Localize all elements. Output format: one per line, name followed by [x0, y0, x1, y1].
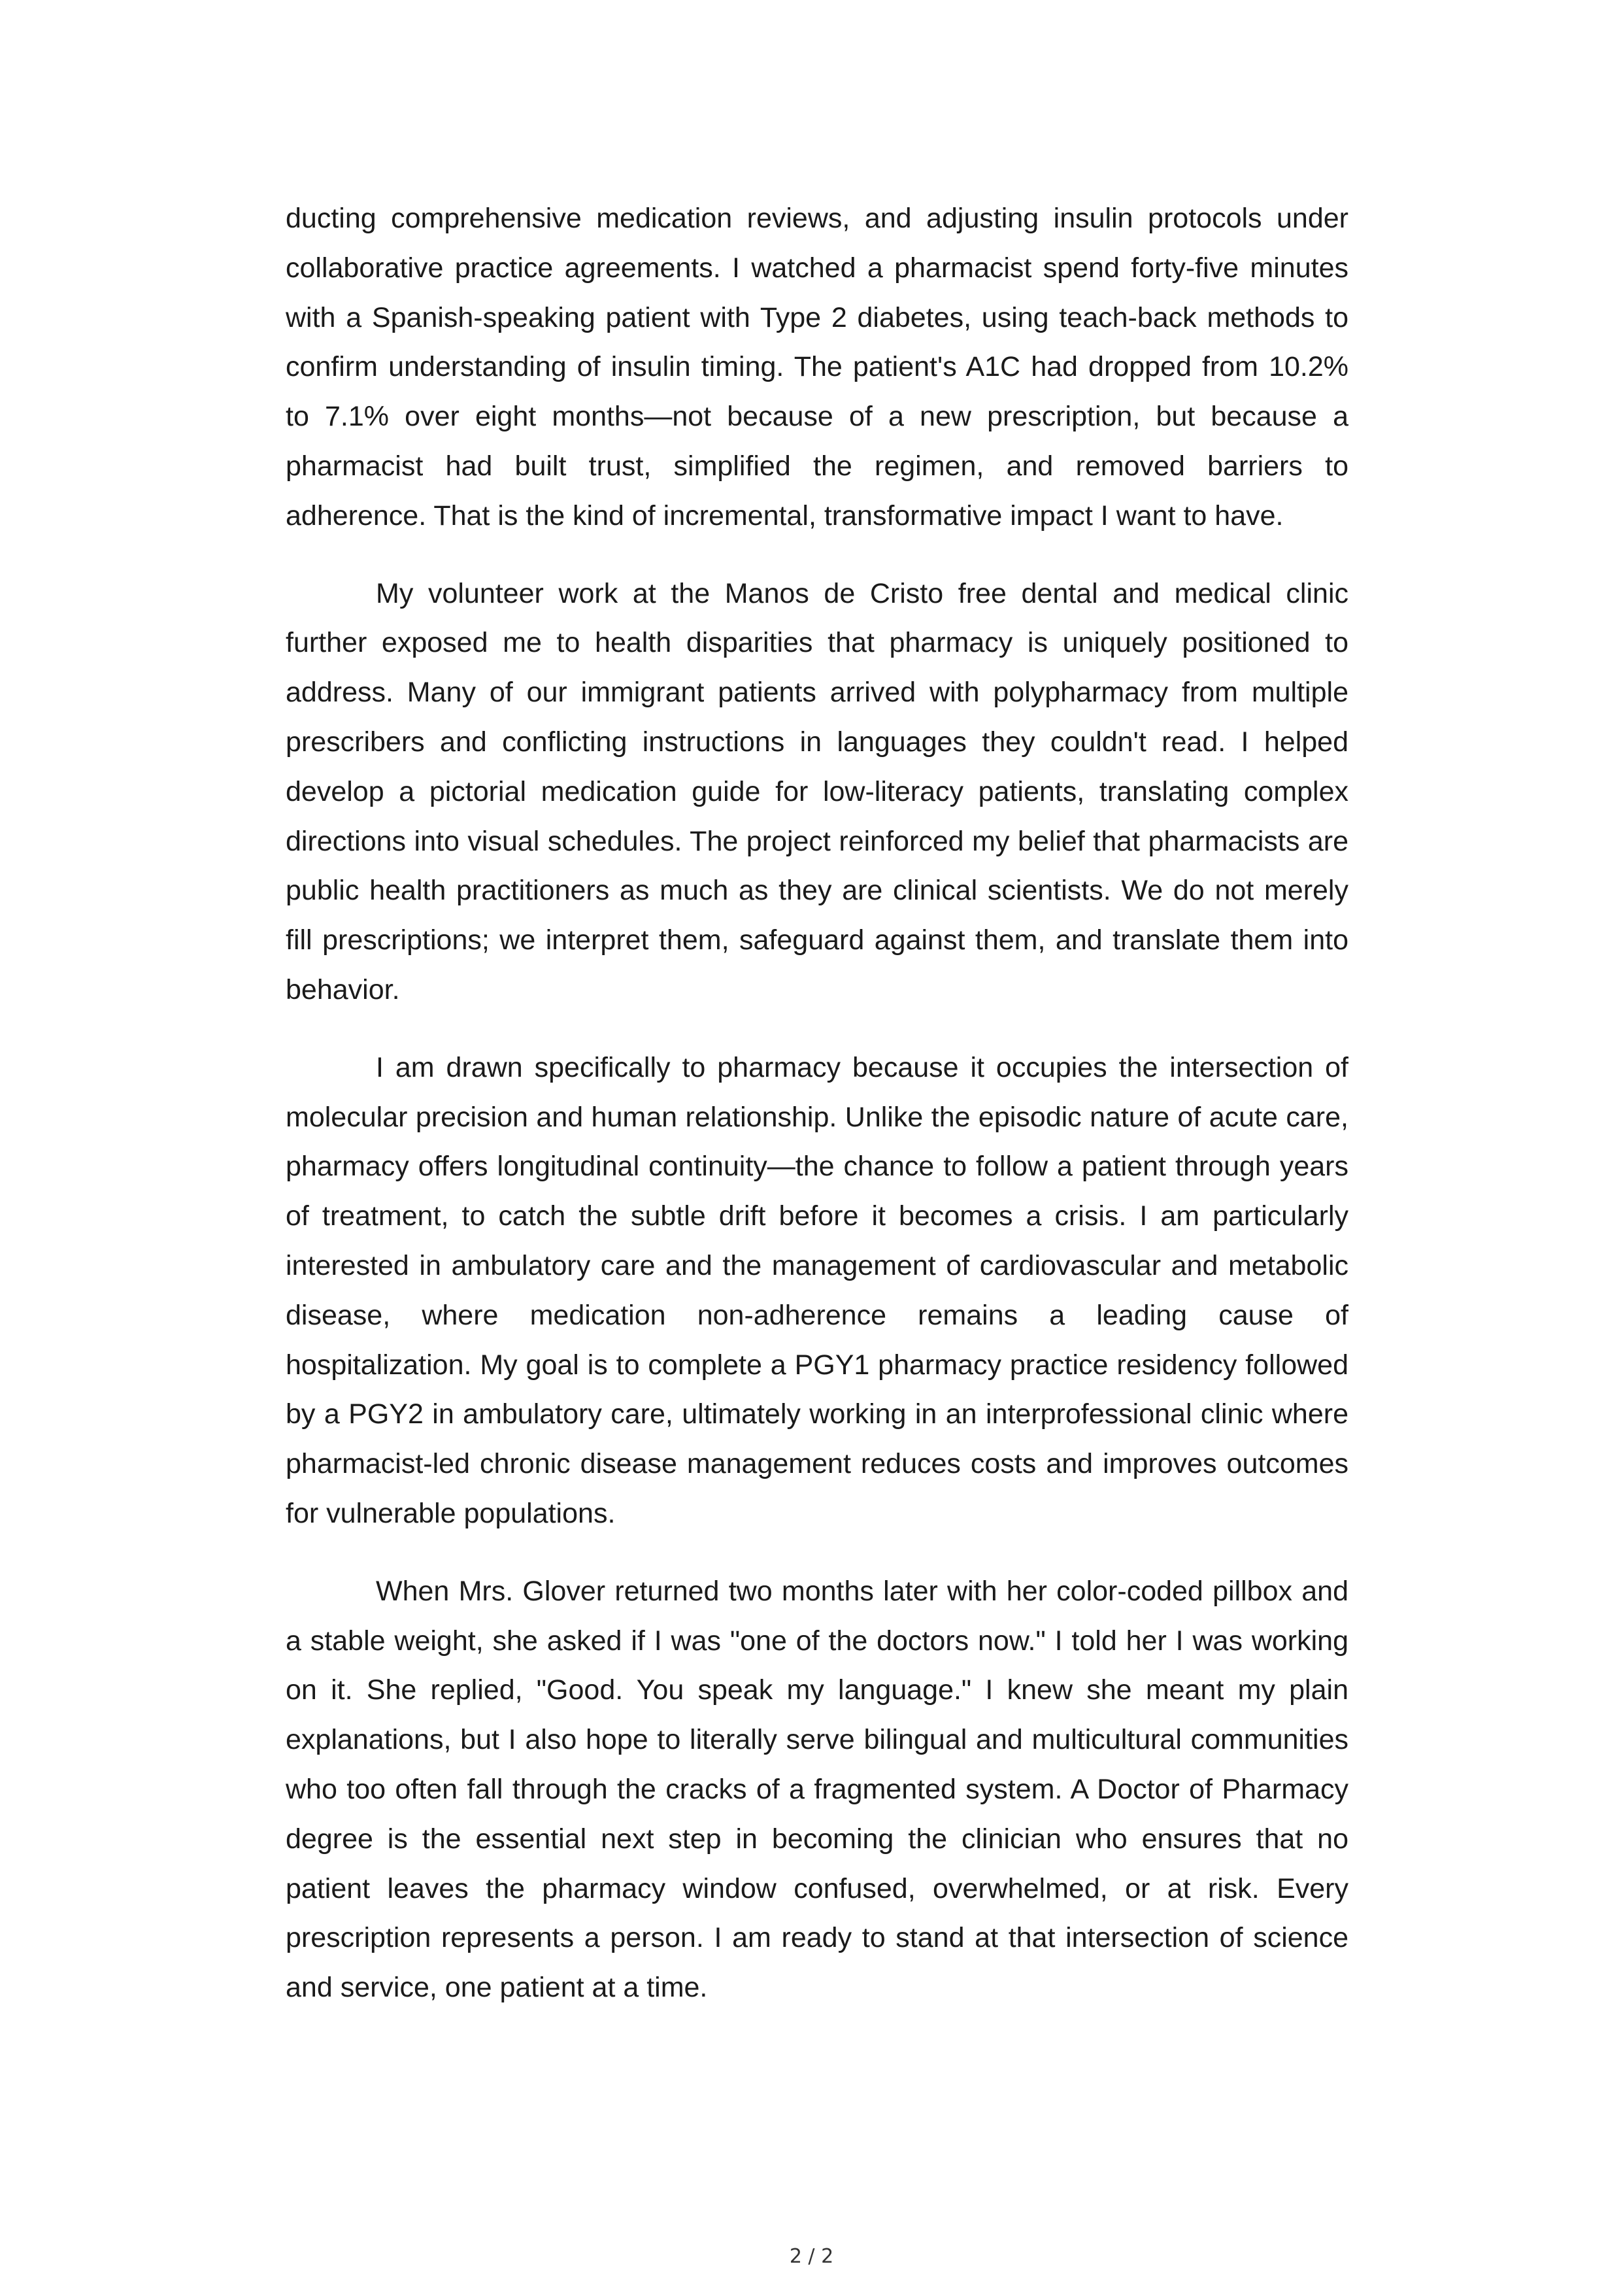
- paragraph-career-goals: I am drawn specifically to pharmacy because it occupies the intersection of molecular precision and human relationship. Unlike the episodic nature of acute care, pharmacy offers longitudinal continuity—the chance to follow a patient through years of treatment, to catch the subtle drift before it becomes a crisis. I am particularly interested in ambulatory care and the management of cardiovascular and metabolic disease, where medication non-adherence remains a leading cause of hospitalization. My goal is to complete a PGY1 pharmacy practice residency followed by a PGY2 in ambulatory care, ultimately working in an interprofessional clinic where pharmacist-led chronic disease management reduces costs and improves outcomes for vulnerable populations.: [286, 1051, 1348, 1529]
- page-number: 2 / 2: [789, 2245, 834, 2268]
- paragraph-conclusion: When Mrs. Glover returned two months later with her color-coded pillbox and a stable weight, she asked if I was "one of the doctors now." I told her I was working on it. She replied, "Good. You speak my language." I knew she meant my plain explanations, but I also hope to literally serve bilingual and multicultural communities who too often fall through the cracks of a fragmented system. A Doctor of Pharmacy degree is the essential next step in becoming the clinician who ensures that no patient leaves the pharmacy window confused, overwhelmed, or at risk. Every prescription represents a person. I am ready to stand at that intersection of science and service, one patient at a time.: [286, 1575, 1348, 2004]
- body-text: [286, 194, 1348, 2041]
- paragraph-volunteer-work: My volunteer work at the Manos de Cristo free dental and medical clinic further exposed me to health disparities that pharmacy is uniquely positioned to address. Many of our immigrant patients arrived with polypharmacy from multiple prescribers and conflicting instructions in languages they couldn't read. I helped develop a pictorial medication guide for low-literacy patients, translating complex directions into visual schedules. The project reinforced my belief that pharmacists are public health practitioners as much as they are clinical scientists. We do not merely fill prescriptions; we interpret them, safeguard against them, and translate them into behavior.: [286, 577, 1348, 1005]
- paragraph-continuation: ducting comprehensive medication reviews, and adjusting insulin protocols under collaborative practice agreements. I watched a pharmacist spend forty-five minutes with a Spanish-speaking patient with Type 2 diabetes, using teach-back methods to confirm understanding of insulin timing. The patient's A1C had dropped from 10.2% to 7.1% over eight months—not because of a new prescription, but because a pharmacist had built trust, simplified the regimen, and removed barriers to adherence. That is the kind of incremental, transformative impact I want to have.: [286, 203, 1348, 532]
